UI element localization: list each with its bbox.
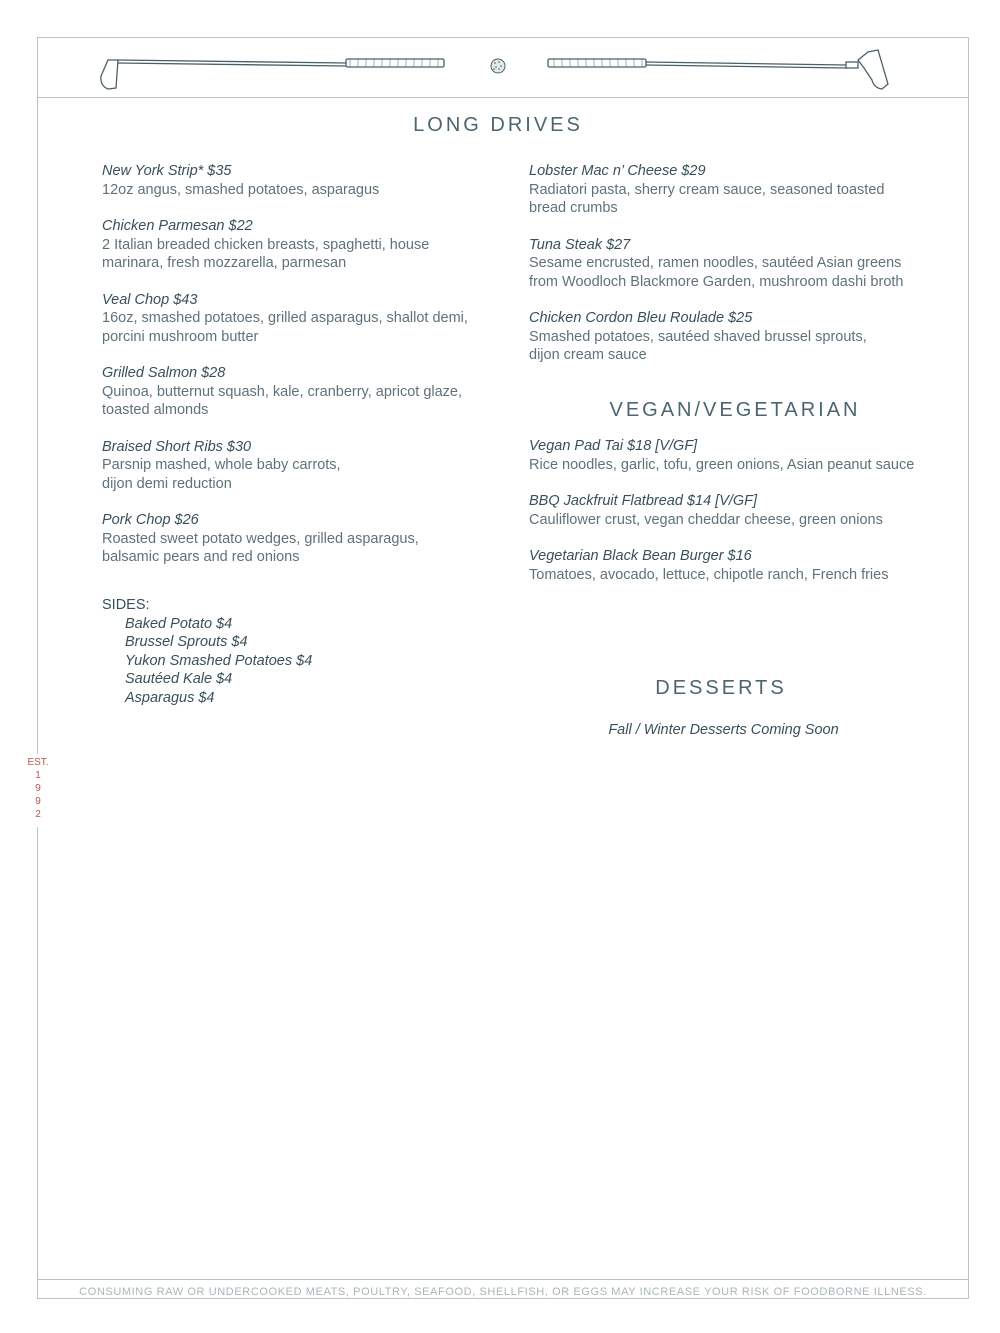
menu-item-description-line: porcini mushroom butter [102, 328, 259, 345]
desserts-note: Fall / Winter Desserts Coming Soon [608, 722, 839, 738]
est-digit: 1 [35, 770, 41, 781]
menu-item-description [102, 383, 492, 420]
food-safety-disclaimer: CONSUMING RAW OR UNDERCOOKED MEATS, POULTRY, SEAFOOD, SHELLFISH, OR EGGS MAY INCREASE YOUR RISK OF FOODBORNE ILLNESS. [79, 1286, 927, 1298]
side-item: Asparagus $4 [125, 689, 215, 706]
menu-item-description-line: Roasted sweet potato wedges, grilled asparagus, [102, 530, 419, 547]
menu-column-left [102, 162, 492, 585]
menu-item-name: Pork Chop $26 [102, 512, 199, 528]
menu-column-right [529, 162, 939, 383]
menu-item-description-line: 16oz, smashed potatoes, grilled asparagus, shallot demi, [102, 310, 468, 326]
side-item: Brussel Sprouts $4 [125, 634, 248, 650]
menu-item-name: Vegetarian Black Bean Burger $16 [529, 548, 752, 564]
menu-item-name: Chicken Parmesan $22 [102, 218, 253, 234]
est-label: EST. [27, 757, 49, 768]
menu-item-name: Tuna Steak $27 [529, 236, 631, 253]
est-digit: 9 [35, 783, 41, 794]
menu-item-description-line: dijon cream sauce [529, 347, 647, 363]
menu-item-description [529, 456, 949, 475]
sides-label: SIDES: [102, 597, 150, 613]
menu-item-name: Braised Short Ribs $30 [102, 438, 252, 455]
menu-column-vegan [529, 437, 949, 602]
menu-item-description [102, 236, 492, 273]
golf-club-icon [546, 44, 896, 92]
menu-item-description-line: Sesame encrusted, ramen noodles, sautéed Asian greens [529, 255, 902, 271]
menu-item [102, 364, 492, 420]
menu-item-description [529, 254, 939, 291]
side-item: Sautéed Kale $4 [125, 671, 233, 687]
side-item: Yukon Smashed Potatoes $4 [125, 652, 313, 669]
menu-item-description [102, 181, 492, 200]
sides-list [102, 596, 312, 707]
menu-item-description-line: balsamic pears and red onions [102, 549, 300, 565]
menu-item-description-line: Radiatori pasta, sherry cream sauce, seasoned toasted [529, 181, 885, 198]
menu-item-name: Grilled Salmon $28 [102, 365, 226, 381]
menu-item-name: Vegan Pad Tai $18 [V/GF] [529, 438, 698, 454]
menu-item [529, 547, 949, 584]
menu-item-description [529, 181, 939, 218]
menu-item-description [102, 530, 492, 567]
menu-item-description [102, 309, 492, 346]
menu-item [529, 437, 949, 474]
menu-item-description-line: Parsnip mashed, whole baby carrots, [102, 457, 341, 473]
est-badge [24, 754, 52, 827]
section-title-desserts: DESSERTS [655, 677, 787, 699]
menu-item-description-line: Smashed potatoes, sautéed shaved brussel sprouts, [529, 328, 867, 345]
menu-item [529, 162, 939, 218]
menu-item [529, 236, 939, 292]
menu-item-name: New York Strip* $35 [102, 163, 232, 179]
menu-item-description-line: Tomatoes, avocado, lettuce, chipotle ranch, French fries [529, 566, 889, 583]
menu-item-name: Lobster Mac n’ Cheese $29 [529, 163, 706, 179]
menu-item-description-line: 2 Italian breaded chicken breasts, spaghetti, house [102, 236, 430, 253]
menu-item-description [529, 566, 949, 585]
menu-item-description [529, 511, 949, 530]
footer-divider [37, 1279, 969, 1280]
golf-club-icon [96, 44, 446, 92]
header-divider [37, 97, 969, 98]
menu-item-description-line: marinara, fresh mozzarella, parmesan [102, 255, 347, 271]
menu-item-description [102, 456, 492, 493]
menu-item-description-line: Cauliflower crust, vegan cheddar cheese, green onions [529, 511, 883, 528]
golf-ball-icon [489, 57, 507, 75]
menu-item-description-line: Quinoa, butternut squash, kale, cranberry, apricot glaze, [102, 383, 463, 400]
menu-item-name: Chicken Cordon Bleu Roulade $25 [529, 310, 753, 326]
menu-item-description [529, 328, 939, 365]
section-title-vegan: VEGAN/VEGETARIAN [609, 399, 861, 421]
menu-item [529, 309, 939, 365]
est-digit: 9 [35, 796, 41, 807]
menu-item-description-line: Rice noodles, garlic, tofu, green onions, Asian peanut sauce [529, 456, 915, 473]
menu-item [102, 291, 492, 347]
menu-item-description-line: toasted almonds [102, 402, 209, 418]
menu-item [529, 492, 949, 529]
side-item: Baked Potato $4 [125, 615, 233, 632]
menu-item [102, 217, 492, 273]
est-digit: 2 [35, 809, 41, 820]
menu-item [102, 162, 492, 199]
menu-item-name: Veal Chop $43 [102, 291, 198, 308]
menu-item-description-line: 12oz angus, smashed potatoes, asparagus [102, 181, 380, 198]
section-title-long-drives: LONG DRIVES [413, 114, 583, 136]
menu-item [102, 438, 492, 494]
menu-item-name: BBQ Jackfruit Flatbread $14 [V/GF] [529, 493, 758, 509]
menu-item [102, 511, 492, 567]
menu-item-description-line: bread crumbs [529, 200, 618, 216]
menu-item-description-line: dijon demi reduction [102, 475, 232, 492]
menu-item-description-line: from Woodloch Blackmore Garden, mushroom dashi broth [529, 273, 904, 290]
